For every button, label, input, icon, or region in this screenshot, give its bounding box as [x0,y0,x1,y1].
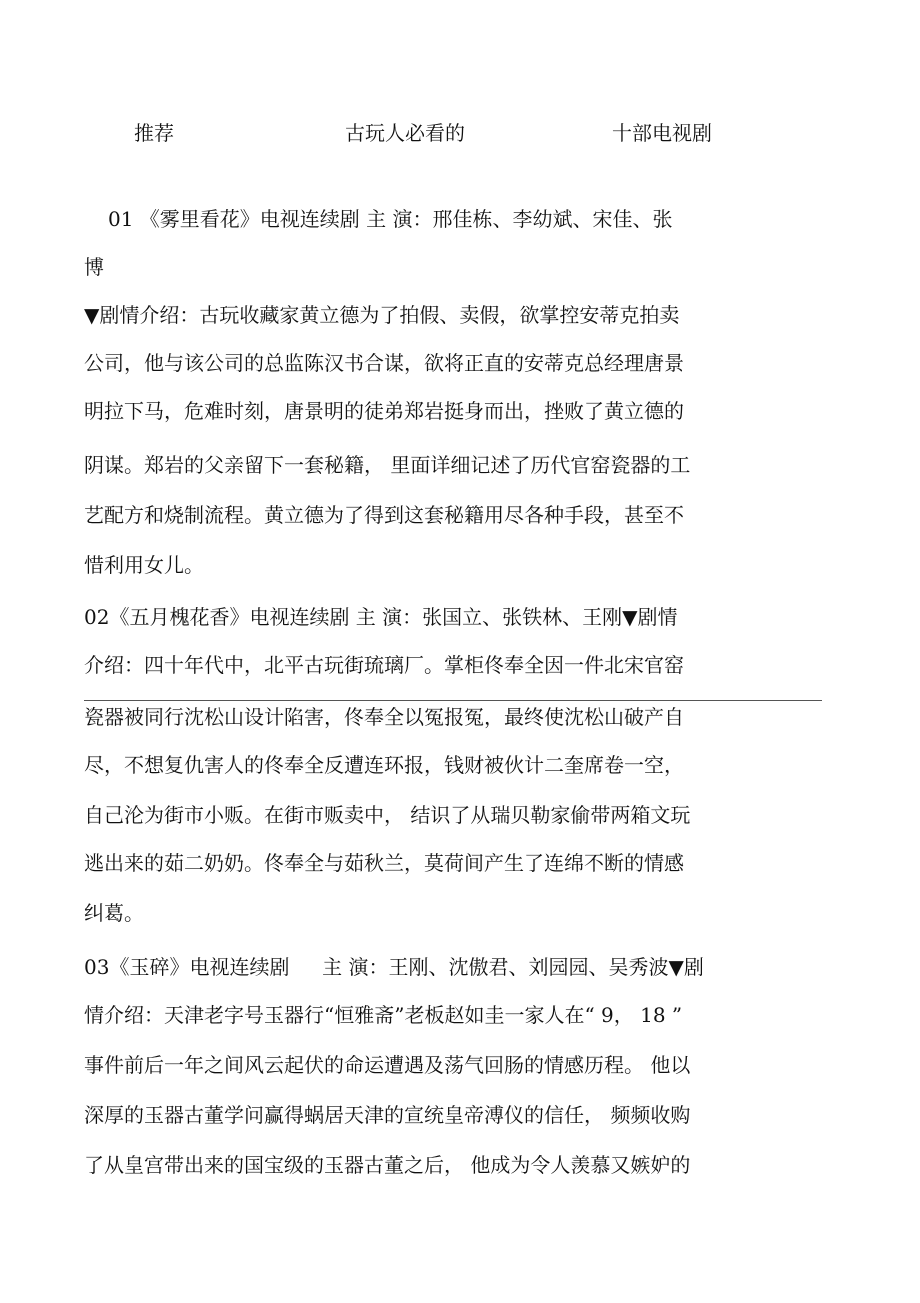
paragraph-line: 公司，他与该公司的总监陈汉书合谋，欲将正直的安蒂克总经理唐景 [84,351,684,375]
paragraph-line: 情介绍：天津老字号玉器行“恒雅斋”老板赵如圭一家人在“ 9， 18 ” [84,1003,683,1027]
paragraph-line: 尽，不想复仇害人的佟奉全反遭连环报，钱财被伙计二奎席卷一空， [84,753,684,777]
title-part-3: 十部电视剧 [612,121,712,145]
paragraph-line: 逃出来的茹二奶奶。佟奉全与茹秋兰，莫荷间产生了连绵不断的情感 [84,851,684,875]
paragraph-line: 02《五月槐花香》电视连续剧 主 演：张国立、张铁林、王刚▼剧情 [84,605,678,629]
paragraph-line: 惜利用女儿。 [84,553,204,577]
paragraph-line: 自己沦为街市小贩。在街市贩卖中， 结识了从瑞贝勒家偷带两箱文玩 [84,803,691,827]
paragraph-line: ▼剧情介绍：古玩收藏家黄立德为了拍假、卖假，欲掌控安蒂克拍卖 [84,303,680,327]
paragraph-line: 事件前后一年之间风云起伏的命运遭遇及荡气回肠的情感历程。 他以 [84,1053,691,1077]
paragraph-line: 明拉下马，危难时刻，唐景明的徒弟郑岩挺身而出，挫败了黄立德的 [84,399,684,423]
paragraph-line: 深厚的玉器古董学问赢得蜗居天津的宣统皇帝溥仪的信任， 频频收购 [84,1103,691,1127]
paragraph-line: 艺配方和烧制流程。黄立德为了得到这套秘籍用尽各种手段，甚至不 [84,503,684,527]
paragraph-line: 瓷器被同行沈松山设计陷害，佟奉全以冤报冤，最终使沈松山破产自 [84,705,684,729]
paragraph-line: 阴谋。郑岩的父亲留下一套秘籍， 里面详细记述了历代官窑瓷器的工 [84,453,691,477]
paragraph-line: 03《玉碎》电视连续剧 主 演：王刚、沈傲君、刘园园、吴秀波▼剧 [84,955,704,979]
paragraph-line: 博 [84,255,104,279]
title-part-2: 古玩人必看的 [345,121,465,145]
paragraph-line: 了从皇宫带出来的国宝级的玉器古董之后， 他成为令人羡慕又嫉妒的 [84,1153,691,1177]
paragraph-line: 01 《雾里看花》电视连续剧 主 演：邢佳栋、李幼斌、宋佳、张 [108,207,673,231]
paragraph-line: 介绍：四十年代中，北平古玩街琉璃厂。掌柜佟奉全因一件北宋官窑 [84,653,684,677]
horizontal-rule [84,700,822,701]
paragraph-line: 纠葛。 [84,901,144,925]
title-part-1: 推荐 [134,121,174,145]
